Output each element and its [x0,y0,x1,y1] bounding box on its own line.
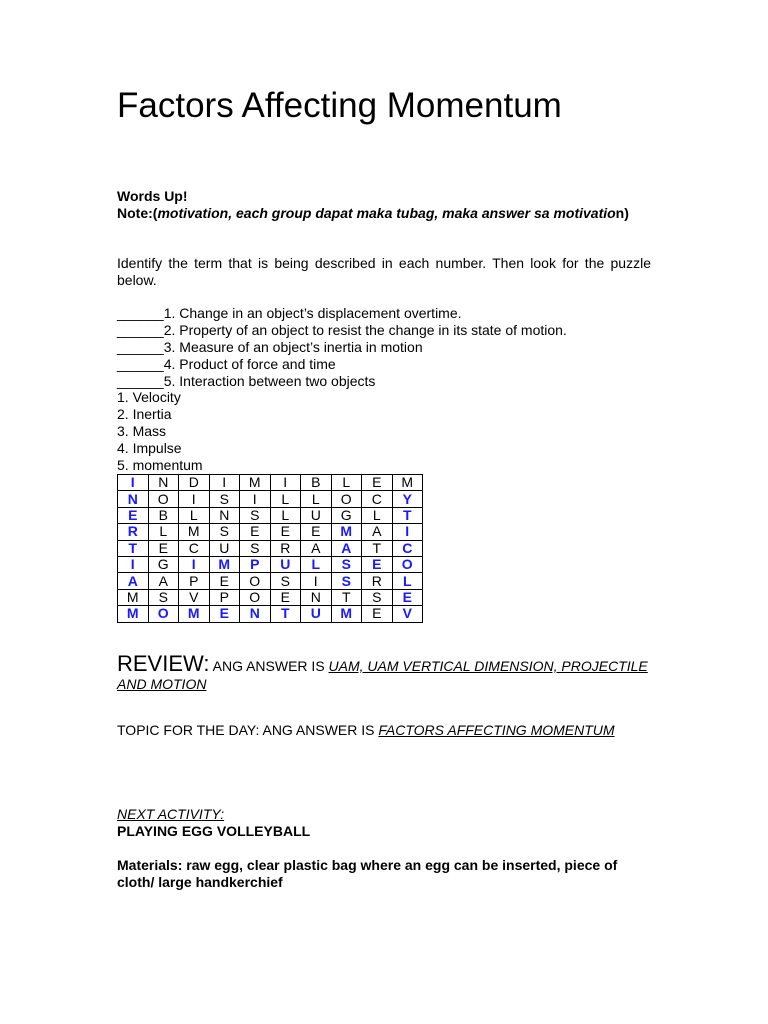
next-activity-section [117,806,310,840]
puzzle-cell: E [301,524,332,540]
answer-item: 3. Mass [117,423,167,439]
puzzle-cell: N [118,491,149,507]
puzzle-cell: M [331,606,362,622]
topic-answer: FACTORS AFFECTING MOMENTUM [378,722,615,738]
puzzle-cell: I [118,556,149,572]
puzzle-row [118,606,423,622]
review-label: REVIEW: [117,651,210,676]
puzzle-cell: S [240,507,271,523]
puzzle-cell: E [240,524,271,540]
review-text: ANG ANSWER IS [209,658,329,674]
puzzle-cell: S [270,573,301,589]
puzzle-cell: I [301,573,332,589]
page-title: Factors Affecting Momentum [117,86,562,125]
puzzle-cell: L [362,507,393,523]
puzzle-cell: L [301,491,332,507]
topic-section [117,722,651,739]
puzzle-cell: A [331,540,362,556]
puzzle-cell: E [148,540,179,556]
puzzle-cell: N [301,589,332,605]
answer-item: 2. Inertia [117,406,172,422]
puzzle-cell: M [179,606,210,622]
puzzle-cell: A [301,540,332,556]
puzzle-cell: C [392,540,423,556]
puzzle-row [118,556,423,572]
puzzle-row [118,475,423,491]
puzzle-cell: U [270,556,301,572]
question-list [117,305,567,390]
puzzle-cell: O [148,491,179,507]
puzzle-cell: G [331,507,362,523]
puzzle-cell: T [362,540,393,556]
question-item: ______3. Measure of an object’s inertia in motion [117,339,423,355]
answer-item: 4. Impulse [117,440,182,456]
puzzle-cell: M [118,606,149,622]
puzzle-cell: S [209,491,240,507]
puzzle-cell: S [240,540,271,556]
puzzle-cell: M [331,524,362,540]
puzzle-cell: O [148,606,179,622]
next-activity-label: NEXT ACTIVITY: [117,806,225,822]
puzzle-cell: O [240,573,271,589]
motivation-note [117,205,651,222]
puzzle-cell: A [148,573,179,589]
puzzle-cell: S [362,589,393,605]
puzzle-cell: R [118,524,149,540]
puzzle-cell: G [148,556,179,572]
puzzle-cell: S [209,524,240,540]
puzzle-cell: L [270,491,301,507]
puzzle-cell: E [118,507,149,523]
puzzle-cell: B [148,507,179,523]
puzzle-cell: M [209,556,240,572]
puzzle-cell: N [209,507,240,523]
puzzle-cell: Y [392,491,423,507]
puzzle-cell: M [179,524,210,540]
puzzle-cell: M [392,475,423,491]
puzzle-cell: N [240,606,271,622]
answer-list [117,389,203,474]
puzzle-row [118,573,423,589]
puzzle-cell: V [392,606,423,622]
review-answer: UAM, UAM VERTICAL DIMENSION, PROJECTILE AND MOTION [117,658,648,692]
materials-text: Materials: raw egg, clear plastic bag where an egg can be inserted, piece of cloth/ large handkerchief [117,857,618,890]
next-activity-title: PLAYING EGG VOLLEYBALL [117,823,311,839]
puzzle-row [118,540,423,556]
note-prefix: Note:( [117,205,158,221]
puzzle-cell: I [392,524,423,540]
puzzle-cell: A [362,524,393,540]
review-section [117,651,651,693]
puzzle-cell: E [362,475,393,491]
puzzle-cell: P [209,589,240,605]
puzzle-cell: E [392,589,423,605]
puzzle-cell: E [270,524,301,540]
puzzle-cell: N [148,475,179,491]
puzzle-row [118,589,423,605]
puzzle-cell: O [240,589,271,605]
puzzle-cell: M [240,475,271,491]
puzzle-cell: E [270,589,301,605]
puzzle-cell: S [331,573,362,589]
question-item: ______4. Product of force and time [117,356,336,372]
puzzle-cell: L [392,573,423,589]
puzzle-cell: A [118,573,149,589]
puzzle-cell: R [270,540,301,556]
puzzle-cell: M [118,589,149,605]
answer-item: 1. Velocity [117,389,181,405]
note-italic: motivation, each group dapat maka tubag, maka answer sa motivatio [157,205,616,221]
puzzle-row [118,507,423,523]
puzzle-cell: L [148,524,179,540]
puzzle-cell: E [362,556,393,572]
puzzle-cell: C [179,540,210,556]
puzzle-row [118,491,423,507]
puzzle-cell: P [179,573,210,589]
puzzle-cell: V [179,589,210,605]
puzzle-cell: T [392,507,423,523]
puzzle-cell: T [270,606,301,622]
puzzle-cell: T [118,540,149,556]
puzzle-cell: L [331,475,362,491]
puzzle-row [118,524,423,540]
puzzle-cell: E [362,606,393,622]
puzzle-cell: I [179,491,210,507]
puzzle-cell: S [148,589,179,605]
question-item: ______2. Property of an object to resist the change in its state of motion. [117,322,567,338]
puzzle-cell: P [240,556,271,572]
question-item: ______5. Interaction between two objects [117,373,376,389]
puzzle-cell: O [392,556,423,572]
puzzle-cell: B [301,475,332,491]
word-search-puzzle [117,474,423,623]
puzzle-cell: T [331,589,362,605]
puzzle-cell: E [209,606,240,622]
puzzle-cell: U [301,606,332,622]
puzzle-cell: D [179,475,210,491]
puzzle-cell: I [179,556,210,572]
puzzle-cell: S [331,556,362,572]
instructions: Identify the term that is being described in each number. Then look for the puzzle below. [117,255,651,288]
puzzle-cell: I [240,491,271,507]
puzzle-cell: L [179,507,210,523]
puzzle-cell: U [209,540,240,556]
puzzle-cell: C [362,491,393,507]
words-up-heading: Words Up! [117,188,188,204]
puzzle-cell: R [362,573,393,589]
puzzle-cell: I [209,475,240,491]
puzzle-cell: L [270,507,301,523]
puzzle-cell: O [331,491,362,507]
puzzle-cell: U [301,507,332,523]
answer-item: 5. momentum [117,457,203,473]
puzzle-cell: L [301,556,332,572]
topic-text: TOPIC FOR THE DAY: ANG ANSWER IS [117,722,379,738]
puzzle-cell: I [270,475,301,491]
note-suffix: n) [615,205,629,221]
puzzle-cell: I [118,475,149,491]
puzzle-cell: E [209,573,240,589]
question-item: ______1. Change in an object’s displacement overtime. [117,305,462,321]
